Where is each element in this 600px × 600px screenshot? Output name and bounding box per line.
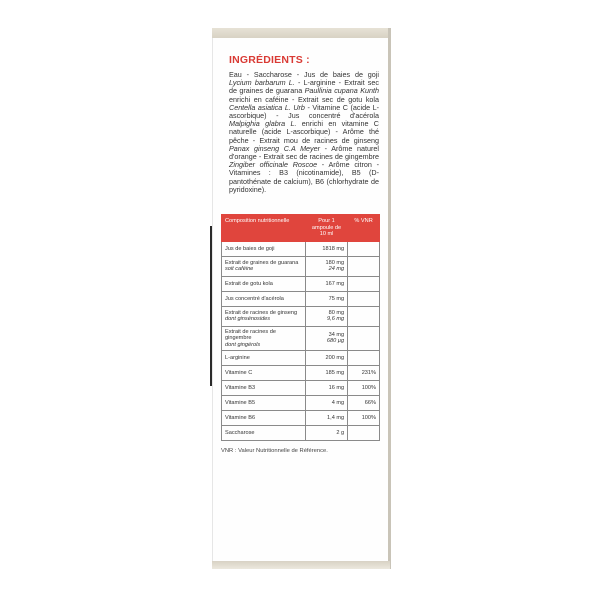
row-amount	[305, 276, 347, 291]
row-label-text: Extrait de racines de ginseng	[225, 309, 298, 316]
row-amount	[305, 396, 347, 411]
row-amount-value: 1818 mg	[322, 245, 345, 252]
row-label-text: Vitamine C	[225, 369, 253, 376]
row-amount-value: 4 mg	[331, 399, 345, 406]
table-row	[222, 396, 380, 411]
row-sub-label: dont gingérols	[225, 341, 261, 348]
row-amount-value: 80 mg	[328, 309, 345, 316]
ingredient-text-segment: - Arôme citron - Vitamines : B3 (nicotinamide), B5 (D-pantothénate de calcium), B6 (chlorhydrate de pyridoxine).	[229, 160, 379, 194]
row-sub-amount: 24 mg	[328, 266, 345, 273]
row-label-text: Saccharose	[225, 429, 255, 436]
row-sub-amount: 680 µg	[326, 338, 345, 345]
row-label-text: Vitamine B3	[225, 384, 256, 391]
row-label	[222, 256, 306, 276]
ingredient-text-segment: Eau - Saccharose - Jus de baies de goji	[229, 70, 379, 79]
row-amount	[305, 426, 347, 441]
row-amount	[305, 351, 347, 366]
ingredient-text-segment: enrichi en vitamine C naturelle (acide L-ascorbique) - Arôme thé pêche - Extrait mou de racines de ginseng	[229, 119, 379, 145]
ingredient-latin-name: Panax ginseng C.A Meyer	[229, 143, 321, 153]
row-sub-label: dont ginsénosides	[225, 316, 271, 323]
row-amount-value: 1,4 mg	[327, 414, 345, 421]
ingredient-text-segment: - Arôme naturel d'orange - Extrait sec de racines de gingembre	[229, 143, 379, 162]
row-label	[222, 426, 306, 441]
table-row	[222, 351, 380, 366]
ingredient-latin-name: Centella asiatica L. Urb	[229, 102, 305, 112]
row-vnr	[348, 241, 380, 256]
row-vnr	[348, 256, 380, 276]
row-amount	[305, 256, 347, 276]
row-amount-value: 185 mg	[325, 369, 345, 376]
row-vnr	[348, 276, 380, 291]
row-amount	[305, 366, 347, 381]
table-row	[222, 326, 380, 350]
row-amount	[305, 326, 347, 350]
row-amount-value: 167 mg	[325, 280, 345, 287]
nutrition-table	[221, 214, 380, 441]
box-right-edge	[388, 28, 391, 569]
row-vnr	[348, 426, 380, 441]
ingredient-text-segment: enrichi en caféine - Extrait sec de gotu kola	[229, 94, 379, 104]
header-per-ampoule: Pour 1 ampoule de 10 ml	[305, 215, 347, 242]
row-label	[222, 381, 306, 396]
row-label-text: Extrait de gotu kola	[225, 280, 273, 287]
row-amount	[305, 411, 347, 426]
row-label-text: Vitamine B6	[225, 414, 256, 421]
row-label	[222, 351, 306, 366]
row-vnr: 66%	[348, 396, 380, 411]
row-label	[222, 396, 306, 411]
row-amount-value: 200 mg	[325, 354, 345, 361]
row-vnr: 100%	[348, 381, 380, 396]
row-sub-label: soit caféine	[225, 266, 254, 273]
row-vnr: 100%	[348, 411, 380, 426]
row-label-text: Extrait de graines de guarana	[225, 259, 299, 266]
ingredient-latin-name: Zingiber officinale Roscoe	[229, 160, 318, 170]
row-label	[222, 276, 306, 291]
table-row	[222, 306, 380, 326]
row-label-text: Jus concentré d'acérola	[225, 295, 284, 302]
ingredient-text-segment: - Vitamine C (acide L-ascorbique) - Jus concentré d'acérola	[229, 102, 380, 121]
row-vnr	[348, 306, 380, 326]
row-label	[222, 411, 306, 426]
row-label	[222, 241, 306, 256]
row-amount	[305, 306, 347, 326]
ingredient-text-segment: - L-arginine - Extrait sec de graines de guarana	[229, 78, 379, 96]
row-label-text: L-arginine	[225, 354, 250, 361]
row-amount	[305, 381, 347, 396]
row-vnr	[348, 351, 380, 366]
box-bottom-edge	[212, 561, 390, 569]
row-vnr: 231%	[348, 366, 380, 381]
nutrition-table-header	[222, 215, 380, 242]
ingredients-title: INGRÉDIENTS :	[229, 54, 310, 66]
table-row	[222, 411, 380, 426]
row-amount	[305, 291, 347, 306]
ingredient-latin-name: Malpighia glabra L.	[229, 119, 297, 129]
row-vnr	[348, 326, 380, 350]
box-top-edge	[212, 28, 390, 38]
row-label-text: Vitamine B5	[225, 399, 256, 406]
row-label	[222, 366, 306, 381]
row-label-text: Extrait de racines de gingembre	[225, 328, 276, 342]
ingredient-latin-name: Paullinia cupana Kunth	[304, 86, 379, 96]
table-row	[222, 256, 380, 276]
box-flap-shadow	[210, 226, 212, 386]
table-row	[222, 241, 380, 256]
row-amount	[305, 241, 347, 256]
table-row	[222, 291, 380, 306]
row-amount-value: 2 g	[336, 429, 345, 436]
row-amount-value: 34 mg	[328, 331, 345, 338]
row-label	[222, 291, 306, 306]
row-amount-value: 180 mg	[325, 259, 345, 266]
ingredient-latin-name: Lycium barbarum L.	[229, 78, 295, 88]
row-label	[222, 306, 306, 326]
header-vnr: % VNR	[348, 215, 380, 242]
table-row	[222, 381, 380, 396]
row-label-text: Jus de baies de goji	[225, 245, 275, 252]
header-composition: Composition nutritionnelle	[222, 215, 306, 242]
vnr-footnote: VNR : Valeur Nutritionnelle de Référence.	[221, 448, 328, 454]
row-vnr	[348, 291, 380, 306]
row-amount-value: 75 mg	[328, 295, 345, 302]
row-sub-amount: 9,6 mg	[327, 316, 345, 323]
row-label	[222, 326, 306, 350]
ingredients-text	[229, 71, 379, 194]
table-row	[222, 426, 380, 441]
table-row	[222, 276, 380, 291]
row-amount-value: 16 mg	[328, 384, 345, 391]
table-row	[222, 366, 380, 381]
